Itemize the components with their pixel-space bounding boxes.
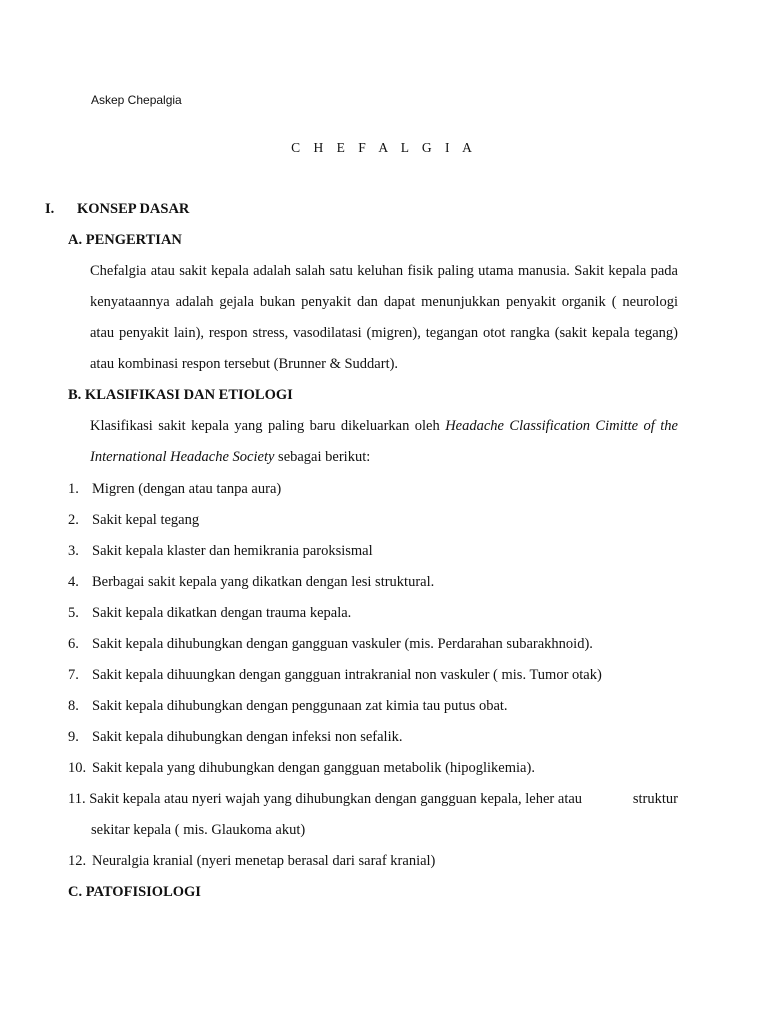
list-item-text: Sakit kepala dikatkan dengan trauma kepala. bbox=[92, 605, 352, 621]
document-title: C H E F A L G I A bbox=[291, 140, 477, 155]
list-item bbox=[68, 543, 373, 560]
list-item bbox=[68, 605, 351, 622]
list-item-number: 4. bbox=[68, 574, 79, 590]
list-item-text: Berbagai sakit kepala yang dikatkan dengan lesi struktural. bbox=[92, 574, 435, 590]
list-item-number: 2. bbox=[68, 512, 79, 528]
section-1-number: I. bbox=[45, 201, 55, 217]
list-item-number: 6. bbox=[68, 636, 79, 652]
list-item bbox=[68, 574, 434, 591]
list-item bbox=[68, 853, 435, 870]
list-item-number: 7. bbox=[68, 667, 79, 683]
list-item-11-line-2: sekitar kepala ( mis. Glaukoma akut) bbox=[91, 822, 306, 838]
list-item-text: Sakit kepala dihubungkan dengan gangguan vaskuler (mis. Perdarahan subarakhnoid). bbox=[92, 636, 593, 652]
list-item bbox=[68, 667, 602, 684]
list-item-number: 1. bbox=[68, 481, 79, 497]
section-b-heading: B. KLASIFIKASI DAN ETIOLOGI bbox=[68, 387, 293, 403]
list-item-number: 9. bbox=[68, 729, 79, 745]
list-item bbox=[68, 729, 402, 746]
list-item-text: Sakit kepala dihuungkan dengan gangguan intrakranial non vaskuler ( mis. Tumor otak) bbox=[92, 667, 602, 683]
list-item-text: Sakit kepala dihubungkan dengan infeksi non sefalik. bbox=[92, 729, 403, 745]
list-item-number: 11. bbox=[68, 791, 86, 807]
pengertian-paragraph: Chefalgia atau sakit kepala adalah salah satu keluhan fisik paling utama manusia. Sakit kepala pada kenyataannya adalah gejala bukan penyakit dan dapat menunjukkan penyakit organik ( neurologi atau penyakit lain), respon stress, vasodilatasi (migren), tegangan otot rangka (sakit kepala tegang) atau kombinasi respon tersebut (Brunner & Suddart). bbox=[90, 263, 678, 372]
list-item-text: Neuralgia kranial (nyeri menetap berasal dari saraf kranial) bbox=[92, 853, 436, 869]
section-c-heading: C. PATOFISIOLOGI bbox=[68, 884, 201, 900]
document-header: Askep Chepalgia bbox=[91, 93, 182, 107]
list-item-number: 8. bbox=[68, 698, 79, 714]
list-item bbox=[68, 636, 593, 653]
list-item bbox=[68, 698, 508, 715]
list-item-number: 3. bbox=[68, 543, 79, 559]
list-item-11 bbox=[68, 784, 678, 846]
list-item-number: 12. bbox=[68, 853, 87, 869]
list-item-text: Sakit kepala klaster dan hemikrania paroksismal bbox=[92, 543, 373, 559]
list-item-text: Sakit kepala yang dihubungkan dengan gangguan metabolik (hipoglikemia). bbox=[92, 760, 535, 776]
list-item-number: 5. bbox=[68, 605, 79, 621]
list-item-text: Sakit kepal tegang bbox=[92, 512, 200, 528]
klasifikasi-intro: Klasifikasi sakit kepala yang paling baru dikeluarkan oleh bbox=[90, 418, 446, 434]
list-item-text: Sakit kepala atau nyeri wajah yang dihubungkan dengan gangguan kepala, leher atau bbox=[89, 791, 583, 807]
section-a-heading: A. PENGERTIAN bbox=[68, 232, 182, 248]
organization-name: Headache Classification Cimitte of the International Headache Society bbox=[90, 418, 678, 465]
list-item bbox=[68, 512, 199, 529]
klasifikasi-intro-tail: sebagai berikut: bbox=[274, 449, 371, 465]
list-item-text: Sakit kepala dihubungkan dengan penggunaan zat kimia tau putus obat. bbox=[92, 698, 508, 714]
section-1-heading: KONSEP DASAR bbox=[77, 201, 190, 217]
list-item-text: Migren (dengan atau tanpa aura) bbox=[92, 481, 282, 497]
klasifikasi-paragraph bbox=[90, 411, 678, 473]
list-item-text-end: struktur bbox=[632, 791, 678, 807]
list-item bbox=[68, 760, 535, 777]
list-item-number: 10. bbox=[68, 760, 87, 776]
list-item-11-line-1 bbox=[68, 784, 678, 815]
list-item bbox=[68, 481, 281, 498]
